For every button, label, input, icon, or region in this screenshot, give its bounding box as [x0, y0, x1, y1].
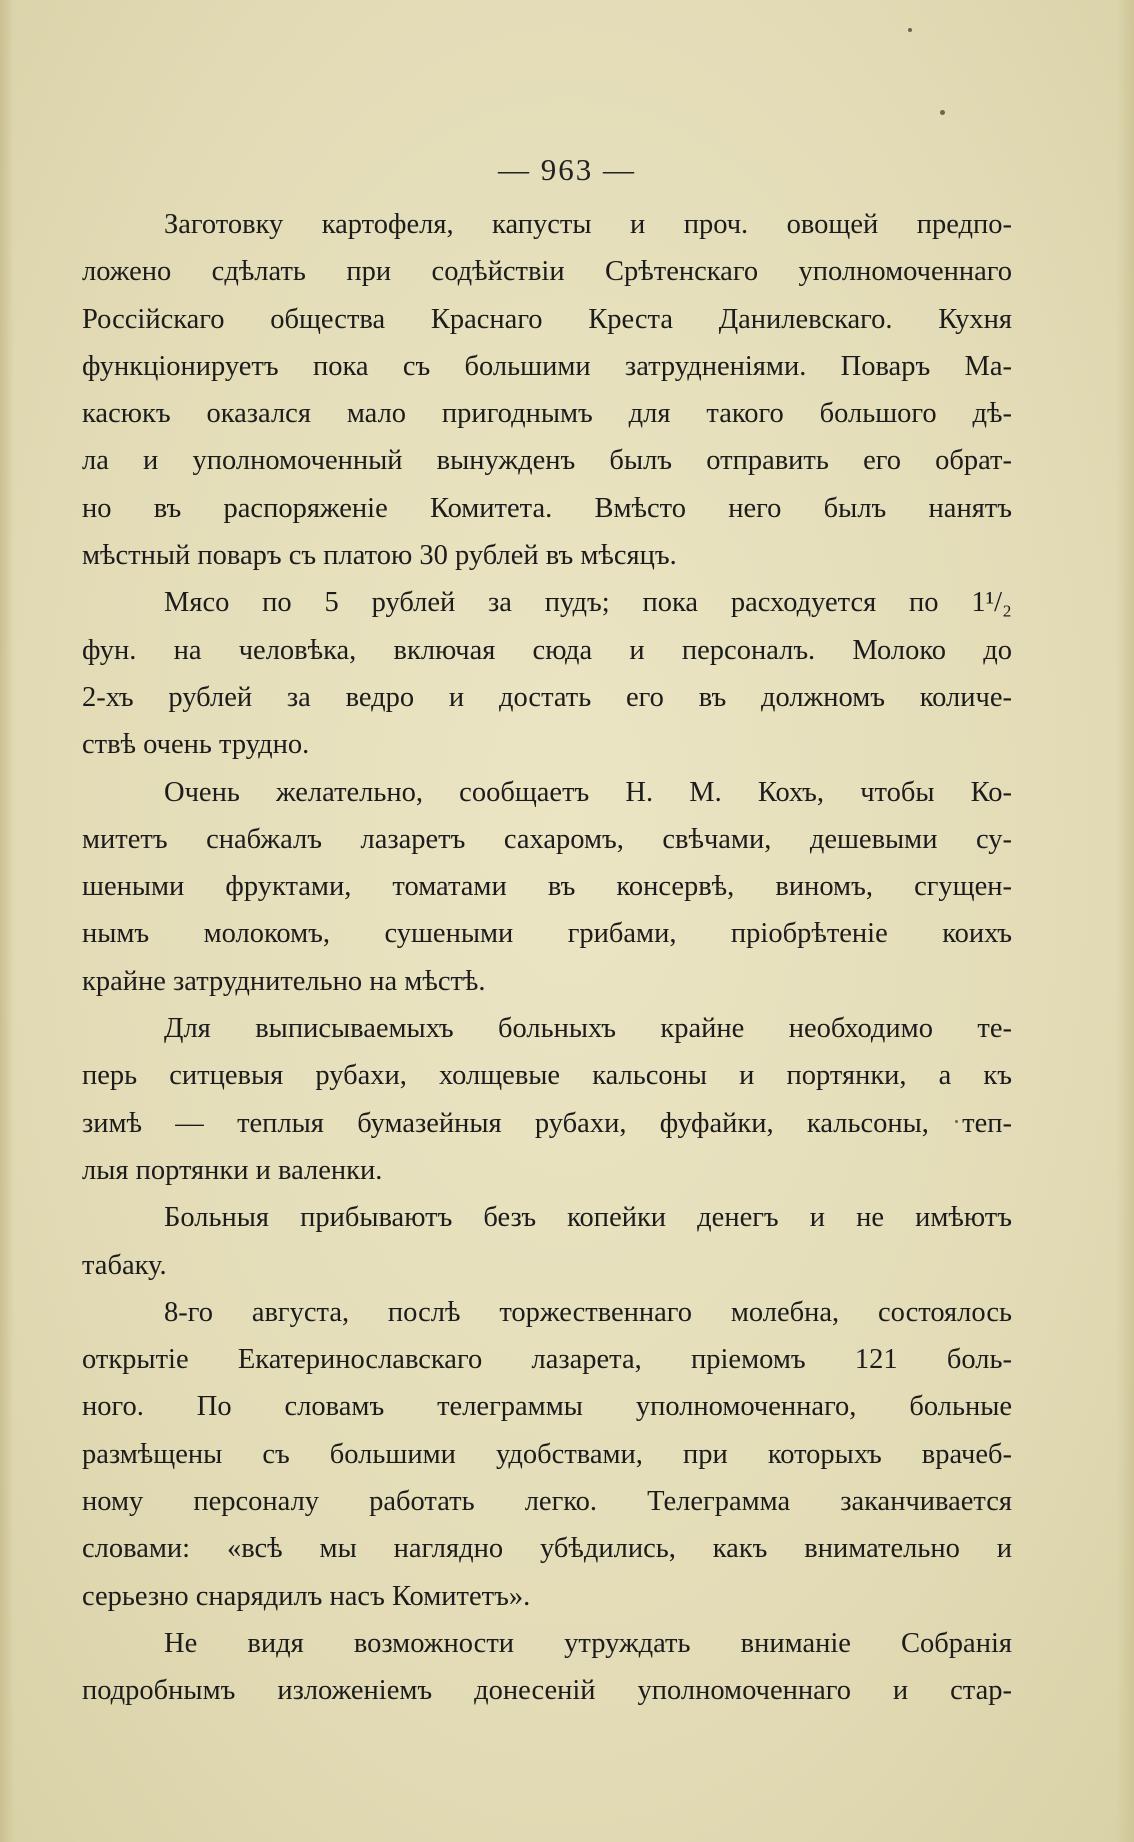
text-line: ного. По словамъ телеграммы уполномоченнаго, больные	[82, 1391, 1012, 1423]
text-line: ному персоналу работать легко. Телеграмма заканчивается	[82, 1486, 1012, 1518]
text-line: ложено сдѣлать при содѣйствіи Срѣтенскаго уполномоченнаго	[82, 256, 1012, 288]
text-line: функціонируетъ пока съ большими затрудненіями. Поваръ Ма-	[82, 350, 1012, 382]
text-line: фун. на человѣка, включая сюда и персоналъ. Молоко до	[82, 634, 1012, 666]
text-line: ствѣ очень трудно.	[82, 729, 310, 761]
text-line: 8-го августа, послѣ торжественнаго молебна, состоялось	[164, 1296, 1012, 1328]
text-line: Больныя прибываютъ безъ копейки денегъ и не имѣютъ	[164, 1202, 1012, 1234]
text-line: Заготовку картофеля, капусты и проч. овощей предпо-	[164, 209, 1012, 240]
text-line: Россійскаго общества Краснаго Креста Данилевскаго. Кухня	[82, 303, 1012, 335]
page-edge-right	[1116, 0, 1134, 1842]
page-number: — 963 —	[498, 152, 636, 187]
text-line: зимѣ — теплыя бумазейныя рубахи, фуфайки, кальсоны, теп-	[82, 1107, 1012, 1139]
text-line: Для выписываемыхъ больныхъ крайне необходимо те-	[164, 1013, 1012, 1045]
text-line: митетъ снабжалъ лазаретъ сахаромъ, свѣчами, дешевыми су-	[82, 823, 1012, 855]
ink-speck	[940, 110, 945, 115]
text-line: Не видя возможности утруждать вниманіе Собранія	[164, 1627, 1012, 1659]
text-line: серьезно снарядилъ насъ Комитетъ».	[82, 1580, 531, 1612]
text-line: Мясо по 5 рублей за пудъ; пока расходуется по 1¹/₂	[164, 587, 1012, 619]
text-line: табаку.	[82, 1249, 167, 1281]
text-line: мѣстный поваръ съ платою 30 рублей въ мѣсяцъ.	[82, 540, 677, 572]
text-line: подробнымъ изложеніемъ донесеній уполномоченнаго и стар-	[82, 1675, 1012, 1707]
text-line: словами: «всѣ мы наглядно убѣдились, какъ внимательно и	[82, 1533, 1012, 1565]
text-line: перь ситцевыя рубахи, холщевые кальсоны и портянки, а къ	[82, 1060, 1012, 1092]
text-line: нымъ молокомъ, сушеными грибами, пріобрѣтеніе коихъ	[82, 918, 1012, 950]
text-line: крайне затруднительно на мѣстѣ.	[82, 965, 486, 997]
text-line: но въ распоряженіе Комитета. Вмѣсто него былъ нанятъ	[82, 492, 1012, 524]
text-line: размѣщены съ большими удобствами, при которыхъ врачеб-	[82, 1438, 1012, 1470]
text-line: касюкъ оказался мало пригоднымъ для такого большого дѣ-	[82, 398, 1012, 430]
text-line: 2-хъ рублей за ведро и достать его въ должномъ количе-	[82, 681, 1012, 713]
page-text	[82, 201, 1012, 1715]
text-line: Очень желательно, сообщаетъ Н. М. Кохъ, чтобы Ко-	[164, 776, 1012, 808]
text-line: ла и уполномоченный вынужденъ былъ отправить его обрат-	[82, 445, 1012, 477]
text-line: шеными фруктами, томатами въ консервѣ, виномъ, сгущен-	[82, 871, 1012, 903]
text-line: лыя портянки и валенки.	[82, 1154, 383, 1186]
page-edge-left	[0, 0, 14, 1842]
text-line: открытіе Екатеринославскаго лазарета, пріемомъ 121 боль-	[82, 1344, 1012, 1376]
ink-speck	[908, 28, 912, 32]
